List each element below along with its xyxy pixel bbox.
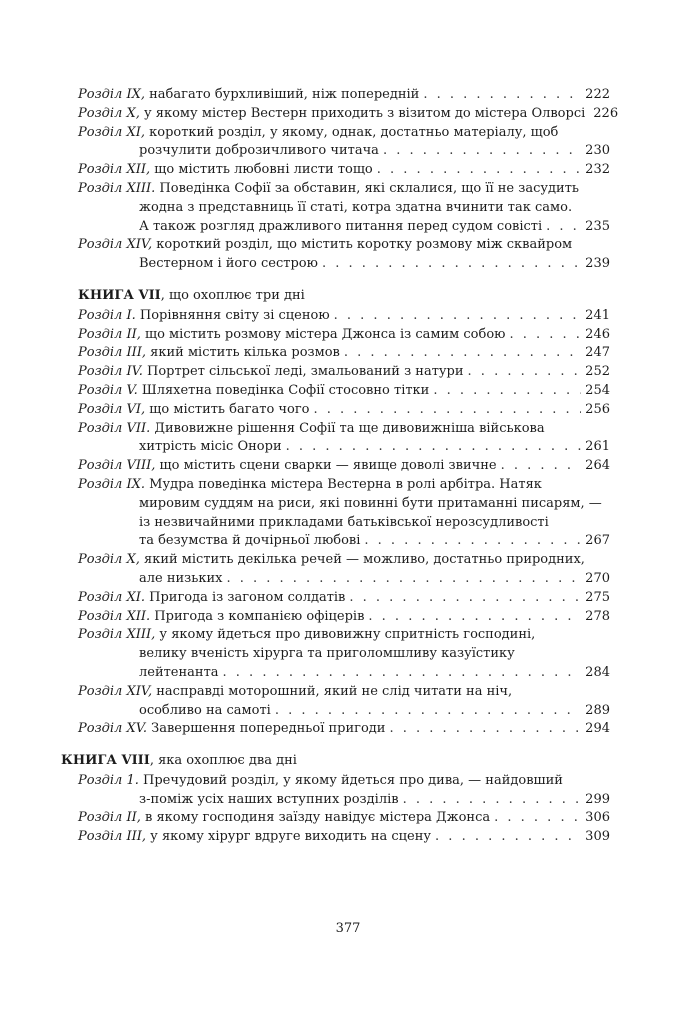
toc-entry-line: [78, 589, 610, 608]
toc-group-continued: [78, 86, 619, 274]
dot-leader: [368, 608, 581, 627]
toc-entry-line: [78, 420, 610, 439]
toc-entry-line: [78, 828, 610, 847]
toc-entry-line: [78, 326, 610, 345]
toc-entry-text: [139, 791, 399, 810]
dot-leader: [509, 326, 581, 345]
toc-entry-text: [139, 495, 602, 514]
toc-entry-text: [78, 344, 340, 363]
book-title: КНИГА VII: [78, 287, 161, 303]
chapter-page-number: 306: [585, 810, 610, 826]
toc-entry: [78, 828, 610, 847]
toc-entry-text: [78, 86, 419, 105]
chapter-page-number: 247: [585, 345, 610, 361]
toc-entry-text: [78, 457, 497, 476]
toc-entry: [78, 86, 610, 105]
dot-leader: [468, 363, 582, 382]
chapter-label: Розділ XIII,: [78, 627, 156, 643]
chapter-page-number: 309: [585, 829, 610, 845]
chapter-label: Розділ III,: [78, 829, 147, 845]
chapter-label: Розділ III,: [78, 345, 147, 361]
chapter-label: Розділ XI,: [78, 124, 145, 140]
toc-entry: [78, 626, 610, 682]
chapter-label: Розділ II,: [78, 810, 141, 826]
chapter-title-line: Дивовижне рішення Софії та ще дивовижніша військова: [154, 420, 545, 436]
chapter-label: Розділ V.: [78, 382, 138, 398]
toc-entry: [78, 382, 610, 401]
toc-entry-text: [139, 702, 271, 721]
book-heading-7: [78, 287, 610, 306]
toc-entry-text: [78, 180, 579, 199]
toc-entry: [78, 476, 610, 551]
chapter-page-number: 284: [585, 664, 610, 680]
toc-group-book-8: [78, 772, 610, 847]
dot-leader: [334, 307, 582, 326]
toc-entry-line: [78, 570, 610, 589]
toc-entry-text: [139, 199, 572, 218]
toc-entry: [78, 326, 610, 345]
dot-leader: [383, 142, 581, 161]
toc-entry-line: [78, 124, 610, 143]
chapter-label: Розділ XIV,: [78, 237, 153, 253]
chapter-title-line: що містить сцени сварки — явище доволі звичне: [159, 458, 497, 474]
chapter-page-number: 246: [585, 326, 610, 342]
dot-leader: [389, 720, 581, 739]
chapter-title-line: Вестерном і його сестрою: [139, 256, 318, 272]
chapter-label: Розділ XIII.: [78, 180, 156, 196]
toc-entry-line: [78, 702, 610, 721]
chapter-label: Розділ I.: [78, 307, 136, 323]
chapter-title-line: який містить кілька розмов: [150, 345, 340, 361]
chapter-label: Розділ XI.: [78, 589, 145, 605]
toc-entry: [78, 809, 610, 828]
toc-entry-text: [139, 255, 318, 274]
chapter-page-number: 289: [585, 702, 610, 718]
dot-leader: [286, 438, 582, 457]
chapter-title-line: у якому містер Вестерн приходить з візитом до містера Олворсі: [144, 105, 586, 121]
toc-entry: [78, 457, 610, 476]
book-subtitle: , яка охоплює два дні: [149, 753, 297, 769]
chapter-label: Розділ X,: [78, 552, 140, 568]
toc-entry: [78, 401, 610, 420]
toc-entry-line: [78, 255, 610, 274]
dot-leader: [223, 664, 582, 683]
chapter-title-line: розчулити доброзичливого читача: [139, 143, 379, 159]
toc-entry-line: [78, 218, 610, 237]
toc-entry-line: [78, 720, 610, 739]
toc-entry-line: [78, 772, 610, 791]
chapter-title-line: Пречудовий розділ, у якому йдеться про дива, — найдовший: [143, 772, 563, 788]
chapter-title-line: з-поміж усіх наших вступних розділів: [139, 791, 399, 807]
chapter-title-line: насправді моторошний, який не слід читати на ніч,: [156, 683, 513, 699]
toc-entry-text: [139, 532, 360, 551]
chapter-label: Розділ X,: [78, 105, 140, 121]
dot-leader: [435, 828, 581, 847]
toc-entry-line: [78, 495, 610, 514]
toc-entry: [78, 720, 610, 739]
toc-entry: [78, 105, 619, 124]
dot-leader: [275, 702, 581, 721]
toc-entry: [78, 589, 610, 608]
chapter-page-number: 252: [585, 364, 610, 380]
book-heading-8: [61, 752, 610, 771]
toc-entry-text: [139, 514, 549, 533]
chapter-title-line: Завершення попередньої пригоди: [151, 721, 386, 737]
toc-entry-line: [78, 307, 610, 326]
chapter-title-line: Поведінка Софії за обставин, які склалися, що її не засудить: [159, 180, 579, 196]
toc-entry-line: [78, 476, 610, 495]
toc-entry-text: [139, 664, 219, 683]
toc-entry-line: [78, 791, 610, 810]
chapter-label: Розділ IX,: [78, 87, 145, 102]
chapter-title-line: особливо на самоті: [139, 702, 271, 718]
chapter-page-number: 299: [585, 791, 610, 807]
chapter-page-number: 264: [585, 458, 610, 474]
chapter-page-number: 239: [585, 256, 610, 272]
chapter-title-line: але низьких: [139, 570, 223, 586]
chapter-title-line: що містить розмову містера Джонса із самим собою: [145, 326, 506, 342]
book-title: КНИГА VIII: [61, 753, 150, 769]
toc-entry-line: [78, 457, 610, 476]
toc-entry-line: [78, 363, 610, 382]
chapter-label: Розділ VIII,: [78, 458, 156, 474]
toc-entry-text: [139, 570, 222, 589]
chapter-page-number: 254: [585, 382, 610, 398]
toc-entry-text: [78, 382, 429, 401]
chapter-page-number: 232: [585, 162, 610, 178]
chapter-title-line: що містить багато чого: [149, 401, 310, 417]
chapter-title-line: А також розгляд дражливого питання перед судом совісті: [139, 218, 543, 234]
toc-entry-text: [139, 142, 379, 161]
chapter-title-line: хитрість місіс Онори: [139, 439, 282, 455]
dot-leader: [377, 161, 581, 180]
toc-entry: [78, 772, 610, 810]
dot-leader: [494, 809, 581, 828]
chapter-page-number: 270: [585, 570, 610, 586]
dot-leader: [344, 344, 581, 363]
chapter-page-number: 256: [585, 401, 610, 417]
toc-entry-text: [78, 363, 464, 382]
dot-leader: [322, 255, 581, 274]
chapter-label: Розділ 1.: [78, 772, 139, 788]
chapter-page-number: 261: [585, 439, 610, 455]
toc-entry-text: [78, 326, 505, 345]
toc-entry-line: [78, 161, 610, 180]
toc-entry-text: [78, 161, 373, 180]
dot-leader: [501, 457, 582, 476]
book-subtitle: , що охоплює три дні: [160, 287, 305, 303]
chapter-page-number: 294: [585, 721, 610, 737]
dot-leader: [349, 589, 581, 608]
toc-entry-text: [78, 772, 563, 791]
chapter-page-number: 278: [585, 608, 610, 624]
chapter-label: Розділ XII.: [78, 608, 151, 624]
chapter-label: Розділ XV.: [78, 721, 147, 737]
chapter-title-line: Портрет сільської леді, змальований з натури: [147, 364, 464, 380]
toc-entry-text: [139, 218, 542, 237]
chapter-page-number: 222: [585, 87, 610, 102]
dot-leader: [403, 791, 582, 810]
toc-entry: [78, 420, 610, 458]
chapter-title-line: мировим суддям на риси, які повинні бути притаманні писарям, —: [139, 495, 602, 511]
toc-entry-line: [78, 626, 610, 645]
chapter-page-number: 235: [585, 218, 610, 234]
chapter-title-line: що містить любовні листи тощо: [154, 162, 373, 178]
toc-entry-line: [78, 809, 610, 828]
toc-entry: [78, 236, 610, 274]
chapter-page-number: 275: [585, 589, 610, 605]
toc-entry-text: [78, 626, 535, 645]
chapter-label: Розділ XII,: [78, 162, 151, 178]
toc-group-book-7: [78, 307, 610, 739]
toc-entry: [78, 363, 610, 382]
toc-entry-text: [78, 809, 490, 828]
toc-entry-line: [78, 180, 610, 199]
chapter-title-line: Мудра поведінка містера Вестерна в ролі арбітра. Натяк: [149, 476, 542, 492]
dot-leader: [433, 382, 581, 401]
toc-entry-text: [78, 683, 512, 702]
chapter-page-number: 267: [585, 533, 610, 549]
chapter-title-line: лейтенанта: [139, 664, 219, 680]
toc-entry-text: [139, 645, 515, 664]
chapter-title-line: Порівняння світу зі сценою: [139, 307, 330, 323]
toc-entry: [78, 608, 610, 627]
chapter-label: Розділ IX.: [78, 476, 145, 492]
toc-entry-line: [78, 514, 610, 533]
toc-entry-text: [78, 124, 558, 143]
chapter-title-line: у якому хірург вдруге виходить на сцену: [150, 829, 432, 845]
toc-entry: [78, 307, 610, 326]
toc-entry-text: [78, 828, 431, 847]
toc-entry-text: [139, 438, 282, 457]
toc-entry-text: [78, 401, 309, 420]
dot-leader: [226, 570, 581, 589]
chapter-title-line: короткий розділ, у якому, однак, достатньо матеріалу, щоб: [149, 124, 559, 140]
chapter-label: Розділ VII.: [78, 420, 151, 436]
toc-entry-text: [78, 720, 385, 739]
toc-entry: [78, 124, 610, 162]
toc-entry-line: [78, 608, 610, 627]
toc-entry-line: [78, 401, 610, 420]
chapter-title-line: в якому господиня заїзду навідує містера Джонса: [145, 810, 491, 826]
chapter-title-line: який містить декілька речей — можливо, достатньо природних,: [144, 552, 585, 568]
chapter-title-line: із незвичайними прикладами батьківської нерозсудливості: [139, 514, 549, 530]
toc-entry-line: [78, 142, 610, 161]
chapter-title-line: та безумства й дочірньої любові: [139, 533, 361, 549]
chapter-page-number: 230: [585, 143, 610, 159]
toc-entry: [78, 551, 610, 589]
dot-leader: [423, 86, 581, 105]
toc-entry-line: [78, 664, 610, 683]
toc-entry-text: [78, 608, 364, 627]
toc-entry-text: [78, 589, 345, 608]
dot-leader: [364, 532, 581, 551]
toc-entry-text: [78, 307, 330, 326]
table-of-contents: [61, 86, 619, 847]
toc-entry-text: [78, 105, 585, 124]
toc-entry-line: [78, 236, 610, 255]
chapter-page-number: 241: [585, 307, 610, 323]
toc-entry: [78, 161, 610, 180]
toc-entry-line: [78, 199, 610, 218]
toc-entry: [78, 344, 610, 363]
chapter-page-number: 226: [593, 105, 619, 121]
chapter-title-line: у якому йдеться про дивовижну спритність господині,: [159, 627, 536, 643]
toc-entry: [78, 683, 610, 721]
chapter-title-line: велику вченість хірурга та приголомшливу казуїстику: [139, 646, 515, 662]
chapter-title-line: короткий розділ, що містить коротку розмову між сквайром: [156, 237, 573, 253]
toc-entry-line: [78, 683, 610, 702]
chapter-label: Розділ IV.: [78, 364, 143, 380]
toc-entry-text: [78, 236, 572, 255]
dot-leader: [546, 218, 581, 237]
chapter-title-line: набагато бурхливіший, ніж попередній: [149, 87, 420, 102]
toc-entry: [78, 180, 610, 236]
toc-entry-text: [78, 551, 585, 570]
chapter-title-line: Шляхетна поведінка Софії стосовно тітки: [141, 382, 430, 398]
toc-entry-line: [78, 382, 610, 401]
toc-entry-line: [78, 532, 610, 551]
chapter-title-line: Пригода із загоном солдатів: [149, 589, 346, 605]
chapter-title-line: жодна з представниць її статі, котра здатна вчинити так само.: [139, 199, 573, 215]
toc-entry-line: [78, 551, 610, 570]
dot-leader: [313, 401, 581, 420]
toc-entry-text: [78, 476, 542, 495]
toc-entry-line: [78, 438, 610, 457]
page-number: 377: [335, 921, 361, 936]
toc-entry-line: [78, 344, 610, 363]
chapter-label: Розділ II,: [78, 326, 141, 342]
toc-entry-line: [78, 86, 610, 105]
chapter-label: Розділ XIV,: [78, 683, 153, 699]
chapter-label: Розділ VI,: [78, 401, 146, 417]
chapter-title-line: Пригода з компанією офіцерів: [154, 608, 365, 624]
toc-entry-line: [78, 645, 610, 664]
toc-entry-line: [78, 105, 619, 124]
toc-entry-text: [78, 420, 545, 439]
